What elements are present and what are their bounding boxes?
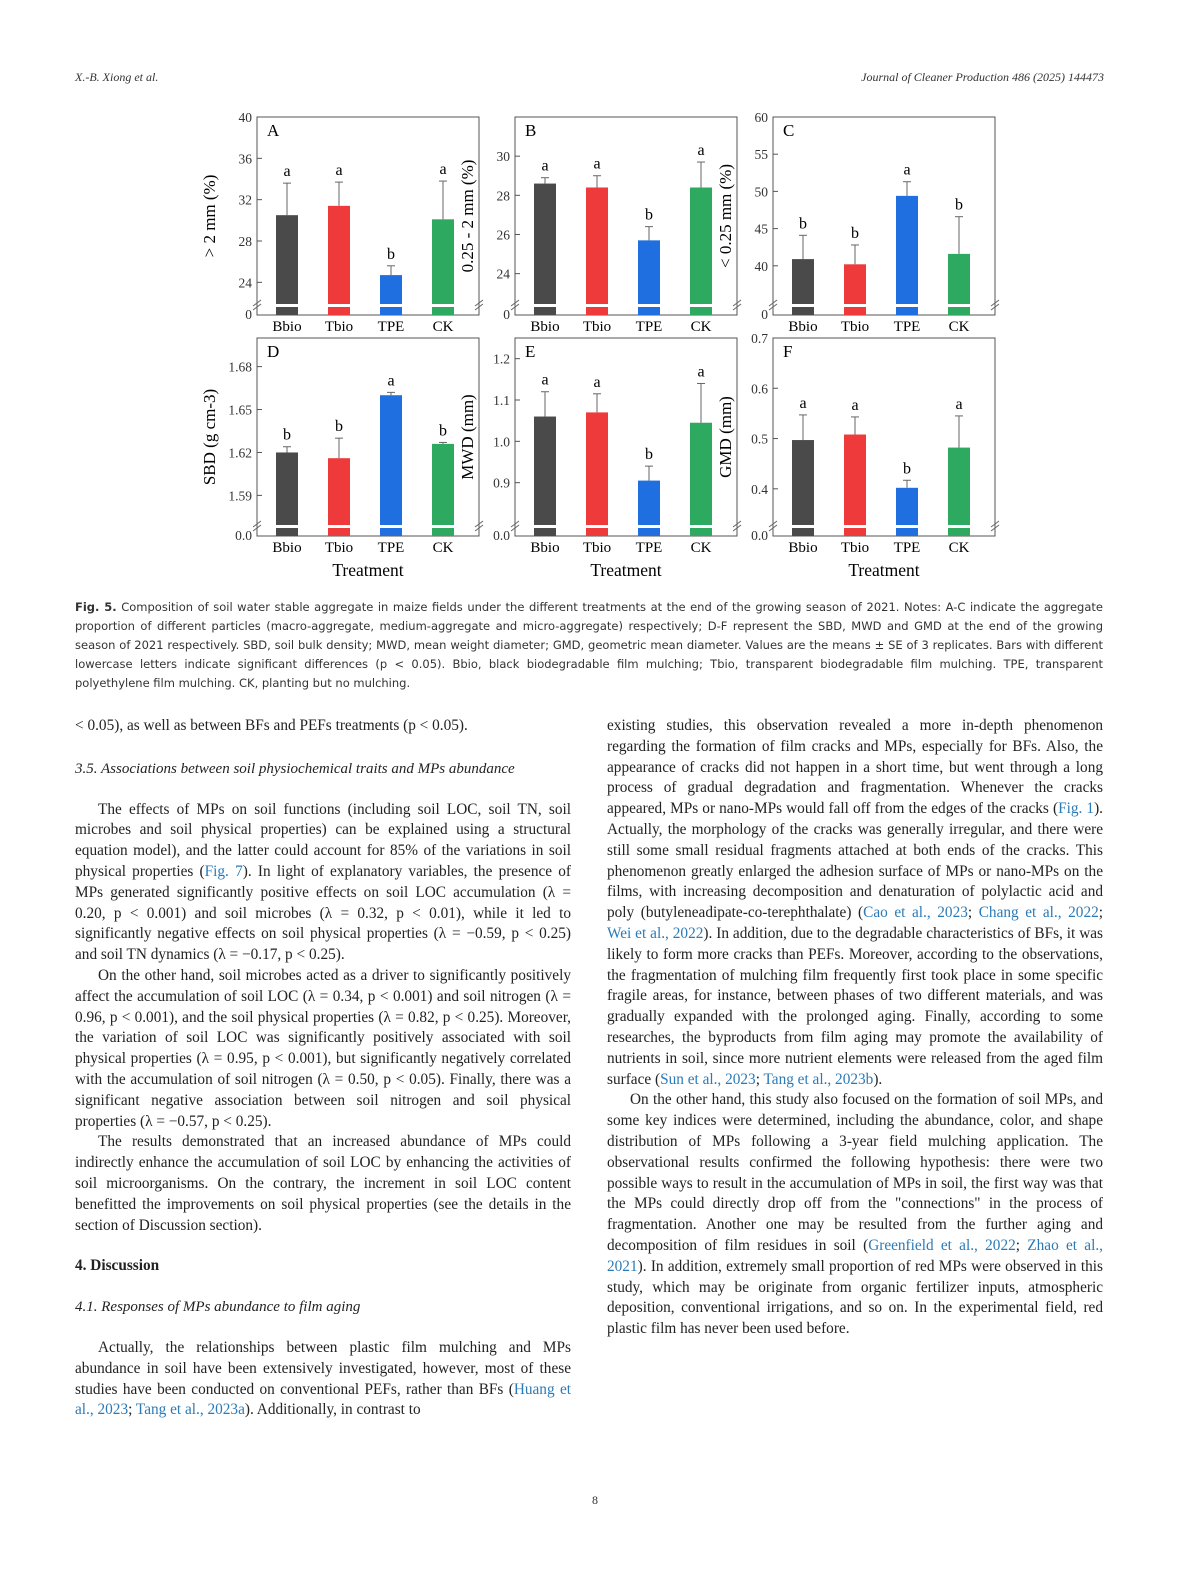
panel-b-xtick-label: Tbio	[582, 319, 612, 335]
panel-c-sig-letter: b	[851, 224, 859, 242]
paragraph: On the other hand, this study also focused on the formation of soil MPs, and some key indices were determined, including the abundance, color, and shape distribution of MPs following a 3-year field mulching application. The observational results confirmed the following hypothesis: there were two possible ways to result in the accumulation of MPs in soil, the first way was that the MPs could directly drop off from the "connections" in the process of fragmentation. Another one may be resulted from the further aging and decomposition of film residues in soil (Greenfield et al., 2022; Zhao et al., 2021). In addition, extremely small proportion of red MPs were observed in this study, which may be originate from organic fertilizer inputs, atmospheric deposition, conventional irrigations, and so on. In the experimental field, red plastic film has never been used before.	[607, 1091, 1103, 1338]
citation-link[interactable]: Chang et al., 2022	[978, 904, 1099, 922]
panel-e-sig-letter: a	[593, 373, 601, 391]
panel-c-bar-break	[948, 304, 970, 307]
panel-d-bar-bbio	[276, 452, 298, 536]
panel-a-ytick-label: 24	[238, 275, 252, 291]
panel-c-label: C	[783, 121, 795, 140]
panel-e-bar-tbio	[586, 412, 608, 536]
panel-a-bar-break	[276, 304, 298, 307]
panel-f-bar-bbio	[792, 440, 814, 536]
panel-f-bar-break	[844, 525, 866, 528]
panel-e-sig-letter: a	[541, 371, 549, 389]
panel-d-ytick-label: 1.59	[228, 488, 252, 504]
panel-b-ytick-label: 28	[496, 188, 510, 204]
panel-a-ytick-label: 36	[238, 151, 252, 167]
section-heading-4: 4. Discussion	[75, 1257, 160, 1275]
panel-a-sig-letter: b	[387, 245, 395, 263]
paragraph: < 0.05), as well as between BFs and PEFs treatments (p < 0.05).	[75, 717, 468, 734]
panel-d-sig-letter: b	[439, 422, 447, 440]
panel-c-xtick-label: Tbio	[840, 319, 870, 335]
panel-e-xtick-label: Tbio	[582, 540, 612, 556]
panel-f-xlabel: Treatment	[848, 560, 920, 580]
panel-c-ytick-label: 60	[754, 110, 768, 125]
figure-caption	[75, 598, 1103, 693]
panel-f-sig-letter: b	[903, 460, 911, 478]
panel-f-xtick-label: CK	[948, 540, 970, 556]
panel-d-bar-break	[380, 525, 402, 528]
panel-f-bar-tbio	[844, 435, 866, 536]
panel-b-ytick-label: 30	[496, 149, 510, 165]
panel-c-sig-letter: a	[903, 161, 911, 179]
panel-c-bar-break	[896, 304, 918, 307]
panel-d-bar-break	[276, 525, 298, 528]
paragraph: On the other hand, soil microbes acted as a driver to significantly positively affect the accumulation of soil LOC (λ = 0.34, p < 0.001) and soil nitrogen (λ = 0.96, p < 0.001), and the soil physical properties (λ = 0.82, p < 0.25). Moreover, the variation of soil LOC was significantly positively associated with soil physical properties (λ = 0.95, p < 0.001), but significantly negatively correlated with the accumulation of soil nitrogen (λ = 0.50, p < 0.05). Finally, there was a significant negative association between soil nitrogen and soil physical properties (λ = −0.57, p < 0.25).	[75, 966, 571, 1130]
panel-f-sig-letter: a	[955, 395, 963, 413]
panel-e-bar-break	[638, 525, 660, 528]
panel-e-xtick-label: CK	[690, 540, 712, 556]
panel-d-bar-ck	[432, 444, 454, 536]
panel-c-ytick-label: 45	[754, 221, 768, 237]
panel-c-xtick-label: TPE	[893, 319, 921, 335]
panel-c-bar-tbio	[844, 264, 866, 315]
panel-d-ytick-label: 1.62	[228, 445, 252, 461]
panel-d-bar-tbio	[328, 458, 350, 536]
citation-link[interactable]: Tang et al., 2023b	[763, 1070, 874, 1088]
panel-c-ytick-label: 40	[754, 258, 768, 274]
panel-f-bar-break	[792, 525, 814, 528]
panel-b-sig-letter: a	[593, 155, 601, 173]
panel-f-ytick-label: 0.7	[751, 331, 768, 346]
citation-link[interactable]: Cao et al., 2023	[863, 904, 968, 922]
panel-d-xtick-label: TPE	[377, 540, 405, 556]
paragraph: The results demonstrated that an increased abundance of MPs could indirectly enhance the accumulation of soil LOC by enhancing the activities of soil microorganisms. On the contrary, the increment in soil LOC content benefitted the improvements on soil physical properties (see the details in the section of Discussion section).	[75, 1133, 571, 1234]
left-column	[75, 716, 571, 1421]
panel-f-ytick-label: 0.4	[751, 481, 768, 497]
panel-a-ytick-label: 28	[238, 234, 252, 249]
panel-c-bar-break	[792, 304, 814, 307]
panel-b-ylabel: 0.25 - 2 mm (%)	[458, 159, 477, 273]
panel-d-xtick-label: CK	[432, 540, 454, 556]
panel-f-label: F	[783, 342, 793, 361]
panel-d-ytick-label: 1.68	[228, 359, 252, 375]
panel-b-bar-break	[690, 304, 712, 307]
panel-d-xlabel: Treatment	[332, 560, 404, 580]
panel-a-bar-bbio	[276, 215, 298, 315]
panel-e-bar-break	[690, 525, 712, 528]
panel-a-ytick-label: 40	[238, 110, 252, 125]
panel-f-xtick-label: Bbio	[788, 540, 818, 556]
panel-c-ytick-label: 55	[754, 147, 768, 163]
panel-b-bar-tbio	[586, 187, 608, 315]
panel-b-bar-break	[534, 304, 556, 307]
figure-link[interactable]: Fig. 7	[204, 862, 243, 880]
panel-a-bar-break	[328, 304, 350, 307]
caption-text: Composition of soil water stable aggregate in maize fields under the different treatments at the end of the growing season of 2021. Notes: A-C indicate the aggregate proportion of different particles (macro-aggregate, medium-aggregate and micro-aggregate) respectively; D-F represent the SBD, MWD and GMD at the end of the growing season of 2021 respectively. SBD, soil bulk density; MWD, mean weight diameter; GMD, geometric mean diameter. Values are the means ± SE of 3 replicates. Bars with different lowercase letters indicate significant differences (p < 0.05). Bbio, black biodegradable film mulching; Tbio, transparent biodegradable film mulching. TPE, transparent polyethylene film mulching. CK, planting but no mulching.	[75, 600, 1103, 690]
panel-e-ytick-label: 0.0	[493, 528, 510, 543]
figure-5	[190, 105, 1000, 595]
panel-a-xtick-label: Tbio	[324, 319, 354, 335]
panel-a-sig-letter: a	[283, 163, 291, 181]
panel-d-ytick-label: 1.65	[228, 402, 252, 418]
panel-e-xtick-label: Bbio	[530, 540, 560, 556]
panel-a-xtick-label: CK	[432, 319, 454, 335]
citation-link[interactable]: Greenfield et al., 2022	[868, 1236, 1016, 1254]
citation-link[interactable]: Tang et al., 2023a	[135, 1401, 245, 1419]
panel-a-sig-letter: a	[335, 162, 343, 180]
panel-c-bar-tpe	[896, 196, 918, 315]
panel-a-label: A	[267, 121, 280, 140]
citation-link[interactable]: Huang et al., 2023	[75, 1380, 571, 1419]
panel-f-xtick-label: TPE	[893, 540, 921, 556]
section-heading-3-5: 3.5. Associations between soil physiochemical traits and MPs abundance	[75, 760, 515, 777]
citation-link[interactable]: Wei et al., 2022	[607, 924, 704, 942]
panel-d-bar-tpe	[380, 395, 402, 536]
panel-c-sig-letter: b	[799, 215, 807, 233]
running-header-journal: Journal of Cleaner Production 486 (2025) 144473	[861, 70, 1104, 84]
page-number: 8	[592, 1493, 598, 1507]
panel-e-bar-break	[586, 525, 608, 528]
panel-c-ylabel: < 0.25 mm (%)	[716, 163, 735, 269]
panel-a-bar-break	[432, 304, 454, 307]
panel-e-bar-break	[534, 525, 556, 528]
panel-b-bar-tpe	[638, 240, 660, 315]
panel-e-ytick-label: 0.9	[493, 475, 510, 491]
panel-f-ylabel: GMD (mm)	[716, 396, 735, 478]
panel-a-bar-ck	[432, 219, 454, 315]
panel-e-xtick-label: TPE	[635, 540, 663, 556]
panel-b-sig-letter: b	[645, 206, 653, 224]
panel-b-sig-letter: a	[697, 142, 705, 160]
panel-a-ytick-label: 0	[245, 307, 252, 322]
panel-e-ylabel: MWD (mm)	[458, 394, 477, 480]
panel-f-ytick-label: 0.6	[751, 381, 768, 397]
panel-d-bar-break	[328, 525, 350, 528]
panel-a-sig-letter: a	[439, 161, 447, 179]
panel-e-label: E	[525, 342, 536, 361]
panel-a-ytick-label: 32	[238, 192, 252, 208]
panel-d-sig-letter: b	[335, 418, 343, 436]
panel-b-sig-letter: a	[541, 157, 549, 175]
panel-f-xtick-label: Tbio	[840, 540, 870, 556]
panel-f-bar-tpe	[896, 488, 918, 536]
panel-f-bar-break	[896, 525, 918, 528]
panel-a-ylabel: > 2 mm (%)	[200, 174, 219, 258]
panel-b-ytick-label: 26	[496, 227, 510, 243]
panel-a-bar-tpe	[380, 275, 402, 315]
panel-e-bar-ck	[690, 423, 712, 536]
panel-c-xtick-label: Bbio	[788, 319, 818, 335]
panel-b-ytick-label: 24	[496, 266, 510, 282]
panel-f-bar-break	[948, 525, 970, 528]
figure-link[interactable]: Fig. 1	[1058, 800, 1095, 818]
panel-f-sig-letter: a	[851, 396, 859, 414]
panel-b-bar-ck	[690, 187, 712, 315]
section-heading-4-1: 4.1. Responses of MPs abundance to film aging	[75, 1299, 361, 1316]
panel-d-sig-letter: a	[387, 372, 395, 390]
panel-e-sig-letter: b	[645, 446, 653, 464]
panel-e-ytick-label: 1.1	[493, 393, 510, 408]
panel-a-bar-break	[380, 304, 402, 307]
panel-b-ytick-label: 0	[503, 307, 510, 322]
panel-d-ylabel: SBD (g cm-3)	[200, 388, 219, 486]
panel-d-xtick-label: Tbio	[324, 540, 354, 556]
panel-e-bar-bbio	[534, 417, 556, 536]
panel-d-label: D	[267, 342, 280, 361]
paragraph: The effects of MPs on soil functions (including soil LOC, soil TN, soil microbes and soil physical properties) can be explained using a structural equation model), and the latter could account for 85% of the variations in soil physical properties (Fig. 7). In light of explanatory variables, the presence of MPs generated significantly positive effects on soil LOC accumulation (λ = 0.20, p < 0.001) and soil microbes (λ = 0.32, p < 0.01), while it led to significantly negative effects on soil physical properties (λ = −0.59, p < 0.25) and soil TN dynamics (λ = −0.17, p < 0.25).	[75, 800, 572, 964]
panel-b-bar-break	[586, 304, 608, 307]
panel-c-bar-break	[844, 304, 866, 307]
panel-b-label: B	[525, 121, 537, 140]
panel-a-xtick-label: Bbio	[272, 319, 302, 335]
panel-d-xtick-label: Bbio	[272, 540, 302, 556]
panel-b-bar-break	[638, 304, 660, 307]
panel-a-bar-tbio	[328, 206, 350, 315]
panel-b-xtick-label: TPE	[635, 319, 663, 335]
panel-b-xtick-label: CK	[690, 319, 712, 335]
panel-d-sig-letter: b	[283, 426, 291, 444]
panel-c-sig-letter: b	[955, 196, 963, 214]
citation-link[interactable]: Sun et al., 2023	[660, 1070, 756, 1088]
right-column	[607, 716, 1103, 1340]
panel-c-ytick-label: 0	[761, 307, 768, 322]
panel-f-ytick-label: 0.0	[751, 528, 768, 543]
panel-b-bar-bbio	[534, 184, 556, 315]
panel-e-xlabel: Treatment	[590, 560, 662, 580]
panel-e-ytick-label: 1.2	[493, 351, 510, 367]
paragraph: Actually, the relationships between plastic film mulching and MPs abundance in soil have been extensively investigated, however, most of these studies have been conducted on conventional PEFs, rather than BFs (Huang et al., 2023; Tang et al., 2023a). Additionally, in contrast to	[75, 1338, 571, 1419]
panel-a-xtick-label: TPE	[377, 319, 405, 335]
paragraph: existing studies, this observation revealed a more in-depth phenomenon regarding the formation of film cracks and MPs, especially for BFs. Also, the appearance of cracks did not happen in a short time, but went through a long process of gradual degradation and fragmentation. Whenever the cracks appeared, MPs or nano-MPs would fall off from the edges of the cracks (Fig. 1). Actually, the morphology of the cracks was generally irregular, and there were still some small residual fragments attached at both ends of the cracks. This phenomenon greatly enlarged the adhesion surface of MPs or nano-MPs on the films, with increasing decomposition and denaturation of polylactic acid and poly (butyleneadipate-co-terephthalate) (Cao et al., 2023; Chang et al., 2022; Wei et al., 2022). In addition, due to the degradable characteristics of BFs, it was likely to form more cracks than PEFs. Moreover, according to the observations, the fragmentation of mulching film frequently first took place in some specific fragile areas, for instance, between phases of two different materials, and was gradually expanded with the prolonged aging. Finally, according to some researches, the byproducts from film aging may promote the availability of nutrients in soil, since more nutrient elements were released from the aged film surface (Sun et al., 2023; Tang et al., 2023b).	[607, 717, 1104, 1088]
panel-e-ytick-label: 1.0	[493, 434, 510, 450]
panel-b-xtick-label: Bbio	[530, 319, 560, 335]
panel-d-ytick-label: 0.0	[235, 528, 252, 543]
panel-d-bar-break	[432, 525, 454, 528]
panel-c-ytick-label: 50	[754, 184, 768, 200]
caption-label: Fig. 5.	[75, 600, 117, 614]
citation-link[interactable]: Zhao et al., 2021	[607, 1236, 1103, 1275]
panel-c-xtick-label: CK	[948, 319, 970, 335]
running-header-authors: X.-B. Xiong et al.	[75, 70, 159, 84]
panel-f-ytick-label: 0.5	[751, 431, 768, 447]
panel-f-sig-letter: a	[799, 394, 807, 412]
panel-f-bar-ck	[948, 448, 970, 536]
panel-e-sig-letter: a	[697, 363, 705, 381]
